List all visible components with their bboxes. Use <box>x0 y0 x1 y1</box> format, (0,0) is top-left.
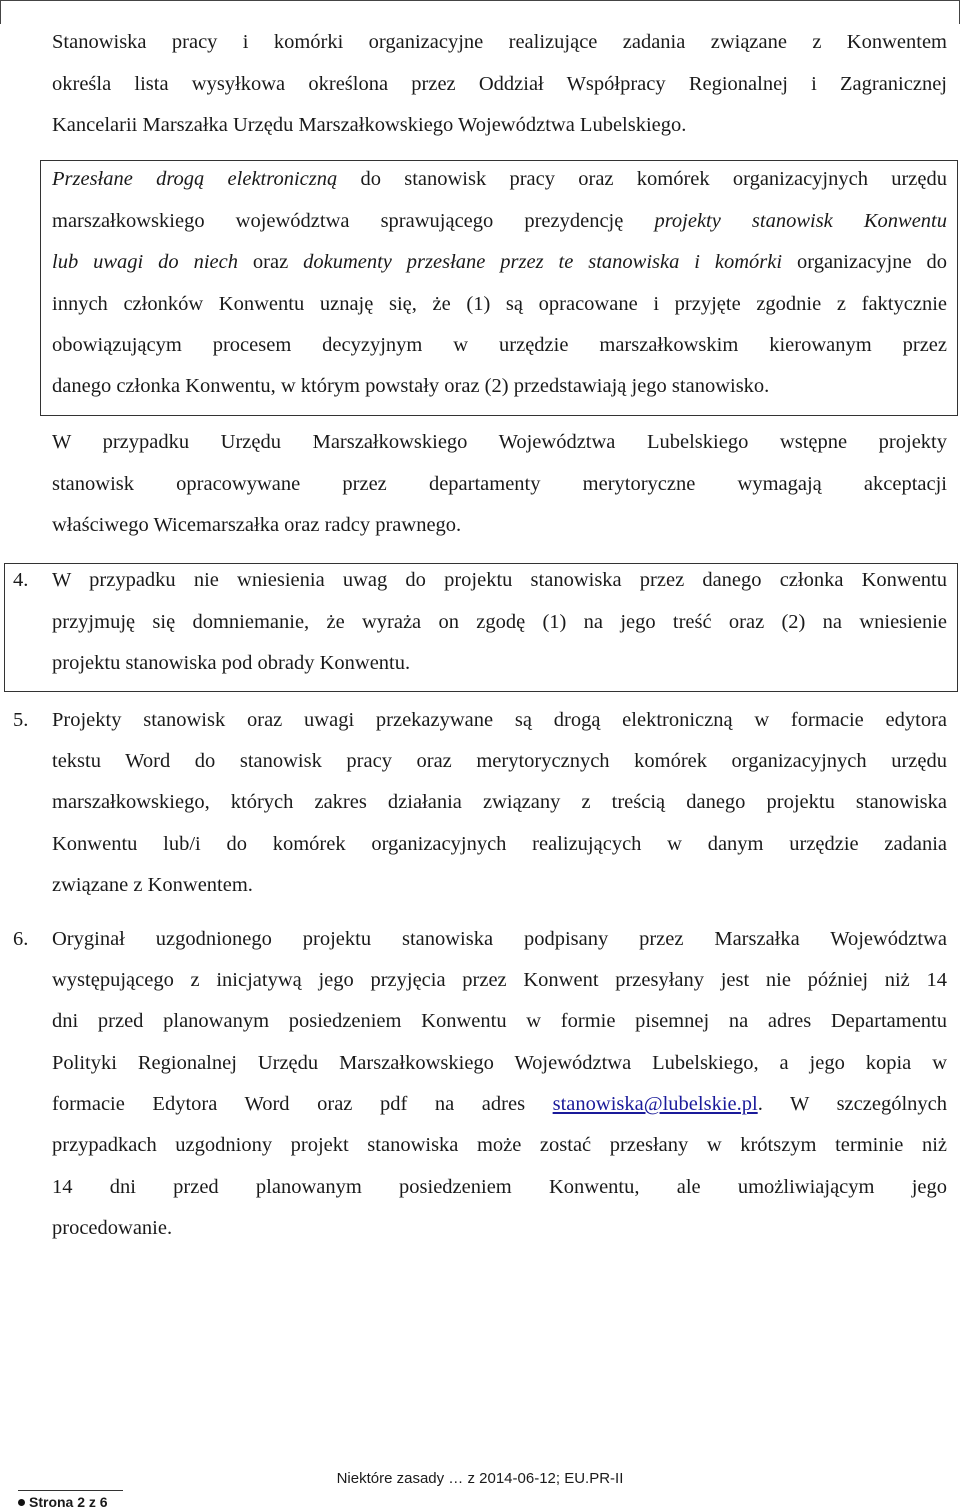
boxed-line: innych członków Konwentu uznaję się, że (1) są opracowane i przyjęte zgodnie z faktycznie <box>52 293 947 315</box>
italic-text: dokumenty przesłane przez te stanowiska i komórki <box>303 251 783 273</box>
urzad-line: W przypadku Urzędu Marszałkowskiego Województwa Lubelskiego wstępne projekty <box>52 431 947 453</box>
italic-text: Przesłane drogą elektroniczną <box>52 168 338 190</box>
italic-text: lub uwagi do niech <box>52 251 238 273</box>
boxed-line <box>52 250 947 274</box>
item5-line: marszałkowskiego, których zakres działania związany z treścią danego projektu stanowiska <box>52 791 947 813</box>
intro-line: Stanowiska pracy i komórki organizacyjne realizujące zadania związane z Konwentem <box>52 31 947 53</box>
page-left-rule <box>0 0 1 24</box>
item6-number: 6. <box>13 928 29 950</box>
page-top-rule <box>0 0 960 1</box>
footer-page-number <box>18 1494 108 1510</box>
item4-number: 4. <box>13 569 29 591</box>
footer-document-info: Niektóre zasady … z 2014-06-12; EU.PR-II <box>336 1470 624 1487</box>
item6-line: procedowanie. <box>52 1217 173 1239</box>
text: formacie Edytora Word oraz pdf na adres <box>52 1093 553 1115</box>
item6-line: przypadkach uzgodniony projekt stanowiska może zostać przesłany w krótszym terminie niż <box>52 1134 947 1156</box>
intro-line: określa lista wysyłkowa określona przez Oddział Współpracy Regionalnej i Zagranicznej <box>52 73 947 95</box>
boxed-line: danego członka Konwentu, w którym powstały oraz (2) przedstawiają jego stanowisko. <box>52 375 770 397</box>
item5-line: Konwentu lub/i do komórek organizacyjnych realizujących w danym urzędzie zadania <box>52 833 947 855</box>
footer-rule <box>18 1490 123 1491</box>
item5-number: 5. <box>13 709 29 731</box>
text: oraz <box>237 251 304 273</box>
bullet-icon <box>18 1499 25 1506</box>
item4-line: przyjmuję się domniemanie, że wyraża on zgodę (1) na jego treść oraz (2) na wniesienie <box>52 611 947 633</box>
boxed-line <box>52 209 947 233</box>
italic-text: projekty stanowisk Konwentu <box>654 210 947 232</box>
boxed-line <box>52 167 947 191</box>
item6-line: Polityki Regionalnej Urzędu Marszałkowskiego Województwa Lubelskiego, a jego kopia w <box>52 1052 947 1074</box>
item6-line: dni przed planowanym posiedzeniem Konwentu w formie pisemnej na adres Departamentu <box>52 1010 947 1032</box>
text: do stanowisk pracy oraz komórek organizacyjnych urzędu <box>337 168 947 190</box>
page-number-text: Strona 2 z 6 <box>29 1494 108 1510</box>
urzad-line: stanowisk opracowywane przez departamenty merytoryczne wymagają akceptacji <box>52 473 947 495</box>
item4-line: projektu stanowiska pod obrady Konwentu. <box>52 652 411 674</box>
item5-line: tekstu Word do stanowisk pracy oraz merytorycznych komórek organizacyjnych urzędu <box>52 750 947 772</box>
item4-line: W przypadku nie wniesienia uwag do projektu stanowiska przez danego członka Konwentu <box>52 569 947 591</box>
text: . W szczególnych <box>757 1093 947 1115</box>
item5-line: Projekty stanowisk oraz uwagi przekazywane są drogą elektroniczną w formacie edytora <box>52 709 947 731</box>
urzad-line: właściwego Wicemarszałka oraz radcy prawnego. <box>52 514 462 536</box>
email-link[interactable]: stanowiska@lubelskie.pl <box>552 1093 758 1115</box>
item6-line: występującego z inicjatywą jego przyjęcia przez Konwent przesyłany jest nie później niż 14 <box>52 969 947 991</box>
item5-line: związane z Konwentem. <box>52 874 253 896</box>
boxed-line: obowiązującym procesem decyzyjnym w urzędzie marszałkowskim kierowanym przez <box>52 334 947 356</box>
intro-line: Kancelarii Marszałka Urzędu Marszałkowskiego Województwa Lubelskiego. <box>52 114 687 136</box>
item6-line: 14 dni przed planowanym posiedzeniem Konwentu, ale umożliwiającym jego <box>52 1176 947 1198</box>
text: marszałkowskiego województwa sprawującego prezydencję <box>52 210 655 232</box>
item6-line <box>52 1092 947 1116</box>
item6-line: Oryginał uzgodnionego projektu stanowiska podpisany przez Marszałka Województwa <box>52 928 947 950</box>
text: organizacyjne do <box>782 251 947 273</box>
